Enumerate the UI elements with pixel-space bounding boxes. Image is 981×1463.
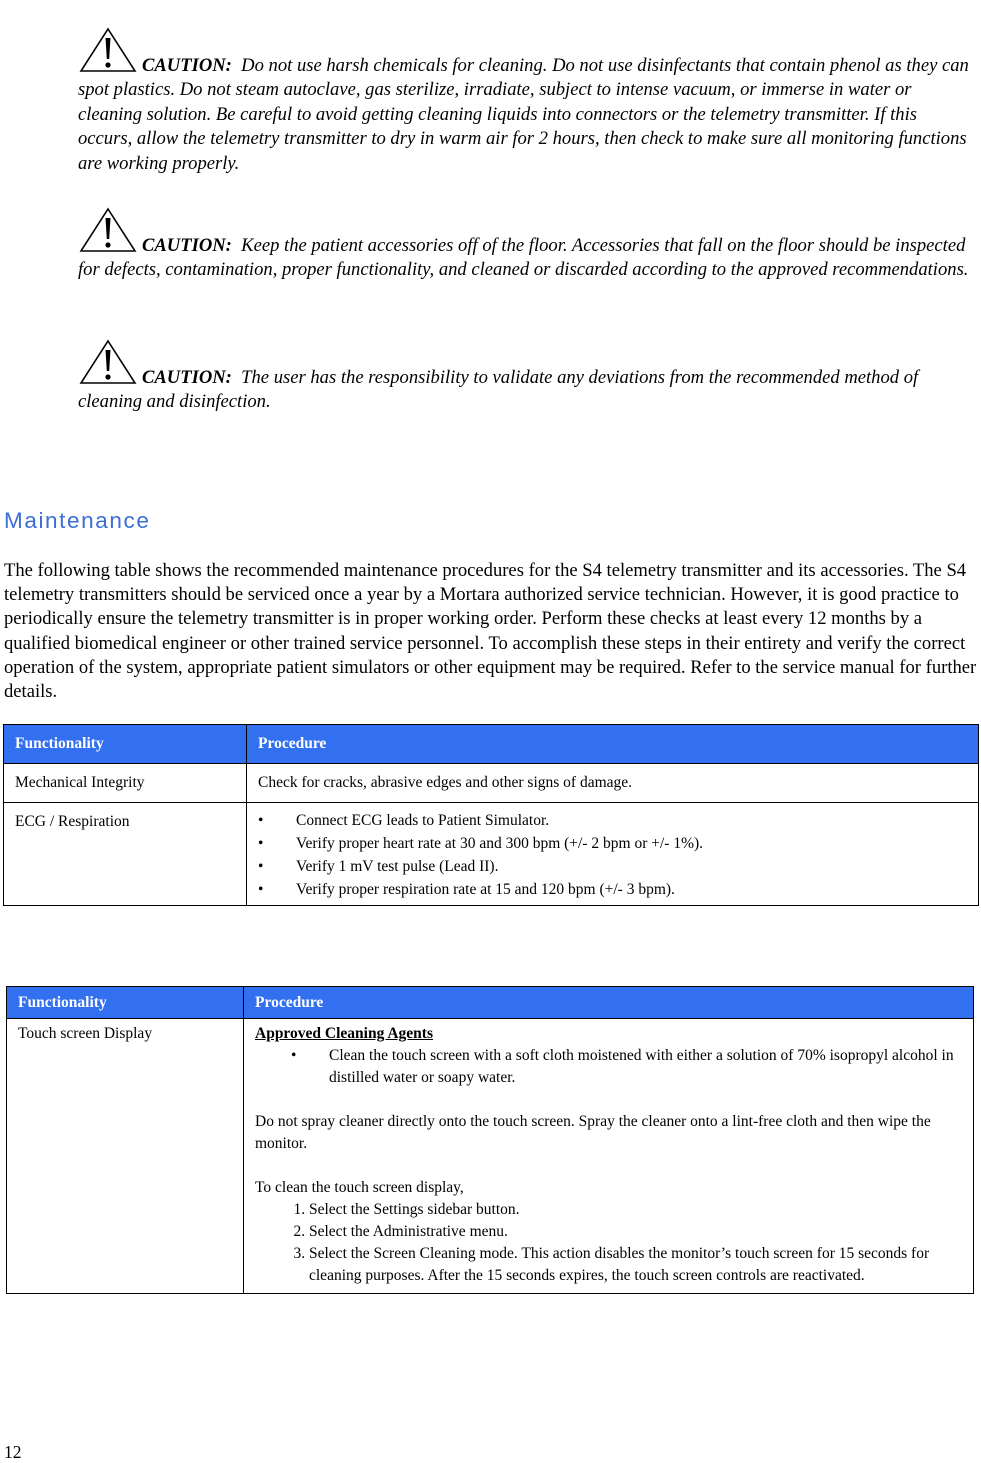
table-header-row — [7, 987, 974, 1019]
table-row — [7, 1019, 974, 1294]
procedure-cell: Check for cracks, abrasive edges and other signs of damage. — [247, 764, 979, 803]
list-item: • Verify 1 mV test pulse (Lead II). — [258, 855, 967, 878]
caution-text: Do not use harsh chemicals for cleaning. Do not use disinfectants that contain phenol as they can spot plastics. Do not steam autoclave, gas sterilize, irradiate, subject to intense vacuum, or immerse in water or cleaning solution. Be careful to avoid getting cleaning liquids into connectors or the telemetry transmitter. If this occurs, allow the telemetry transmitter to dry in warm air for 2 hours, then check to make sure all monitoring functions are working properly. — [78, 55, 969, 174]
list-item: • Connect ECG leads to Patient Simulator. — [258, 809, 967, 832]
caution-label: CAUTION: — [142, 235, 232, 256]
list-item: 1. Select the Settings sidebar button. — [309, 1199, 962, 1221]
column-header-procedure: Procedure — [247, 725, 979, 764]
steps-intro: To clean the touch screen display, — [255, 1179, 464, 1196]
spray-instruction-paragraph: Do not spray cleaner directly onto the touch screen. Spray the cleaner onto a lint-free cloth and then wipe the monitor. — [255, 1113, 931, 1152]
list-item: • Clean the touch screen with a soft cloth moistened with either a solution of 70% isopropyl alcohol in distilled water or soapy water. — [291, 1045, 962, 1089]
functionality-cell: ECG / Respiration — [4, 803, 247, 906]
list-item: • Verify proper respiration rate at 15 and 120 bpm (+/- 3 bpm). — [258, 878, 967, 901]
functionality-cell: Touch screen Display — [7, 1019, 244, 1294]
list-item: 2. Select the Administrative menu. — [309, 1221, 962, 1243]
approved-cleaning-agents-subheading: Approved Cleaning Agents — [255, 1025, 433, 1042]
warning-triangle-icon — [78, 26, 138, 74]
list-item: 3. Select the Screen Cleaning mode. This action disables the monitor’s touch screen for 15 seconds for cleaning purposes. After the 15 seconds expires, the touch screen controls are reactivated. — [309, 1243, 962, 1287]
caution-cleaning-chemicals — [78, 26, 973, 176]
column-header-procedure: Procedure — [244, 987, 974, 1019]
table-row — [4, 764, 979, 803]
list-item: • Verify proper heart rate at 30 and 300 bpm (+/- 2 bpm or +/- 1%). — [258, 832, 967, 855]
functionality-cell: Mechanical Integrity — [4, 764, 247, 803]
table-header-row — [4, 725, 979, 764]
warning-triangle-icon — [78, 338, 138, 386]
page-number: 12 — [4, 1442, 22, 1462]
procedure-cell — [247, 803, 979, 906]
column-header-functionality: Functionality — [4, 725, 247, 764]
cleaning-steps-list — [255, 1199, 962, 1287]
maintenance-intro-paragraph: The following table shows the recommended maintenance procedures for the S4 telemetry transmitter and its accessories. The S4 telemetry transmitters should be serviced once a year by a Mortara authorized service technician. However, it is good practice to periodically ensure the telemetry transmitter is in proper working order. Perform these checks at least every 12 months by a qualified biomedical engineer or other trained service personnel. To accomplish these steps in their entirety and verify the correct operation of the system, appropriate patient simulators or other equipment may be required. Refer to the service manual for further details. — [4, 560, 977, 703]
maintenance-table — [3, 724, 979, 906]
table-row — [4, 803, 979, 906]
caution-text: Keep the patient accessories off of the floor. Accessories that fall on the floor should be inspected for defects, contamination, proper functionality, and cleaned or discarded according to the approved recommendations. — [78, 235, 969, 281]
touch-screen-cleaning-table — [6, 986, 974, 1294]
procedure-bullet-list — [258, 809, 967, 901]
cleaning-agents-list — [255, 1045, 962, 1089]
column-header-functionality: Functionality — [7, 987, 244, 1019]
caution-validate-deviations — [78, 338, 973, 415]
warning-triangle-icon — [78, 206, 138, 254]
caution-label: CAUTION: — [142, 367, 232, 388]
caution-accessories-floor — [78, 206, 973, 283]
section-heading-maintenance: Maintenance — [4, 508, 151, 533]
caution-label: CAUTION: — [142, 55, 232, 76]
caution-text: The user has the responsibility to validate any deviations from the recommended method of cleaning and disinfection. — [78, 367, 919, 413]
procedure-cell — [244, 1019, 974, 1294]
